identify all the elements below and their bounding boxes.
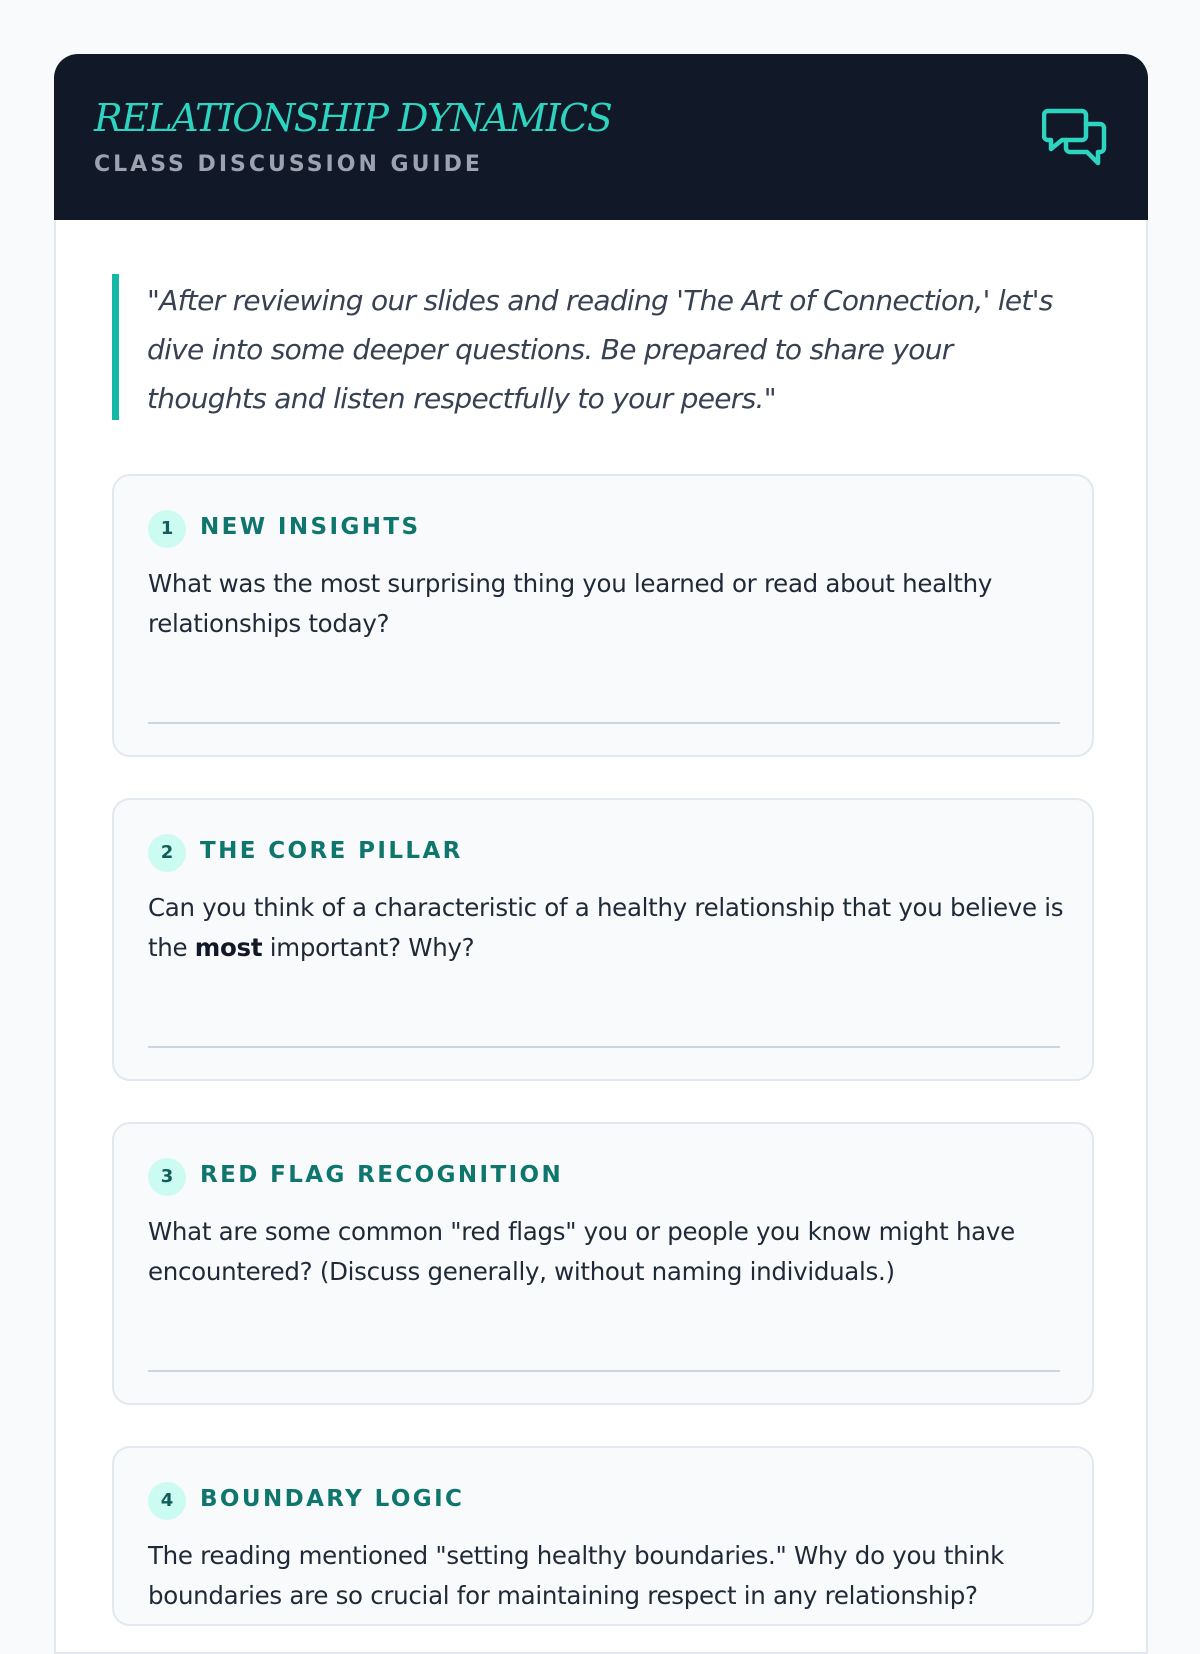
discussion-guide-page — [54, 54, 1148, 1654]
question-number-badge: 4 — [148, 1482, 186, 1520]
question-title: THE CORE PILLAR — [200, 838, 463, 864]
page-title: RELATIONSHIP DYNAMICS — [94, 96, 612, 140]
question-text-emphasis: most — [194, 933, 263, 962]
question-text-part: Can you think of a characteristic of a healthy relationship that you believe is the — [148, 893, 1064, 962]
question-text — [148, 888, 1068, 968]
question-text: What are some common "red flags" you or people you know might have encountered? (Discuss generally, without naming individuals.) — [148, 1217, 1015, 1286]
guide-header — [54, 54, 1148, 220]
question-number-badge: 1 — [148, 510, 186, 548]
question-text: What was the most surprising thing you learned or read about healthy relationships today? — [148, 569, 993, 638]
question-card-1 — [112, 474, 1094, 757]
question-card-2 — [112, 798, 1094, 1081]
question-title: NEW INSIGHTS — [200, 514, 421, 540]
question-text-part: important? Why? — [262, 933, 475, 962]
question-number-badge: 2 — [148, 834, 186, 872]
question-card-4 — [112, 1446, 1094, 1626]
page-subtitle: CLASS DISCUSSION GUIDE — [94, 152, 483, 177]
intro-quote: "After reviewing our slides and reading 'The Art of Connection,' let's dive into some deeper questions. Be prepared to share your thoughts and listen respectfully to your peers." — [112, 274, 1072, 420]
question-title: RED FLAG RECOGNITION — [200, 1162, 564, 1188]
question-card-3 — [112, 1122, 1094, 1405]
answer-line[interactable] — [148, 1046, 1060, 1048]
chat-bubbles-icon — [1042, 106, 1108, 170]
question-number-badge: 3 — [148, 1158, 186, 1196]
question-text: The reading mentioned "setting healthy boundaries." Why do you think boundaries are so crucial for maintaining respect in any relationship? — [148, 1541, 1005, 1610]
question-title: BOUNDARY LOGIC — [200, 1486, 465, 1512]
answer-line[interactable] — [148, 722, 1060, 724]
answer-line[interactable] — [148, 1370, 1060, 1372]
